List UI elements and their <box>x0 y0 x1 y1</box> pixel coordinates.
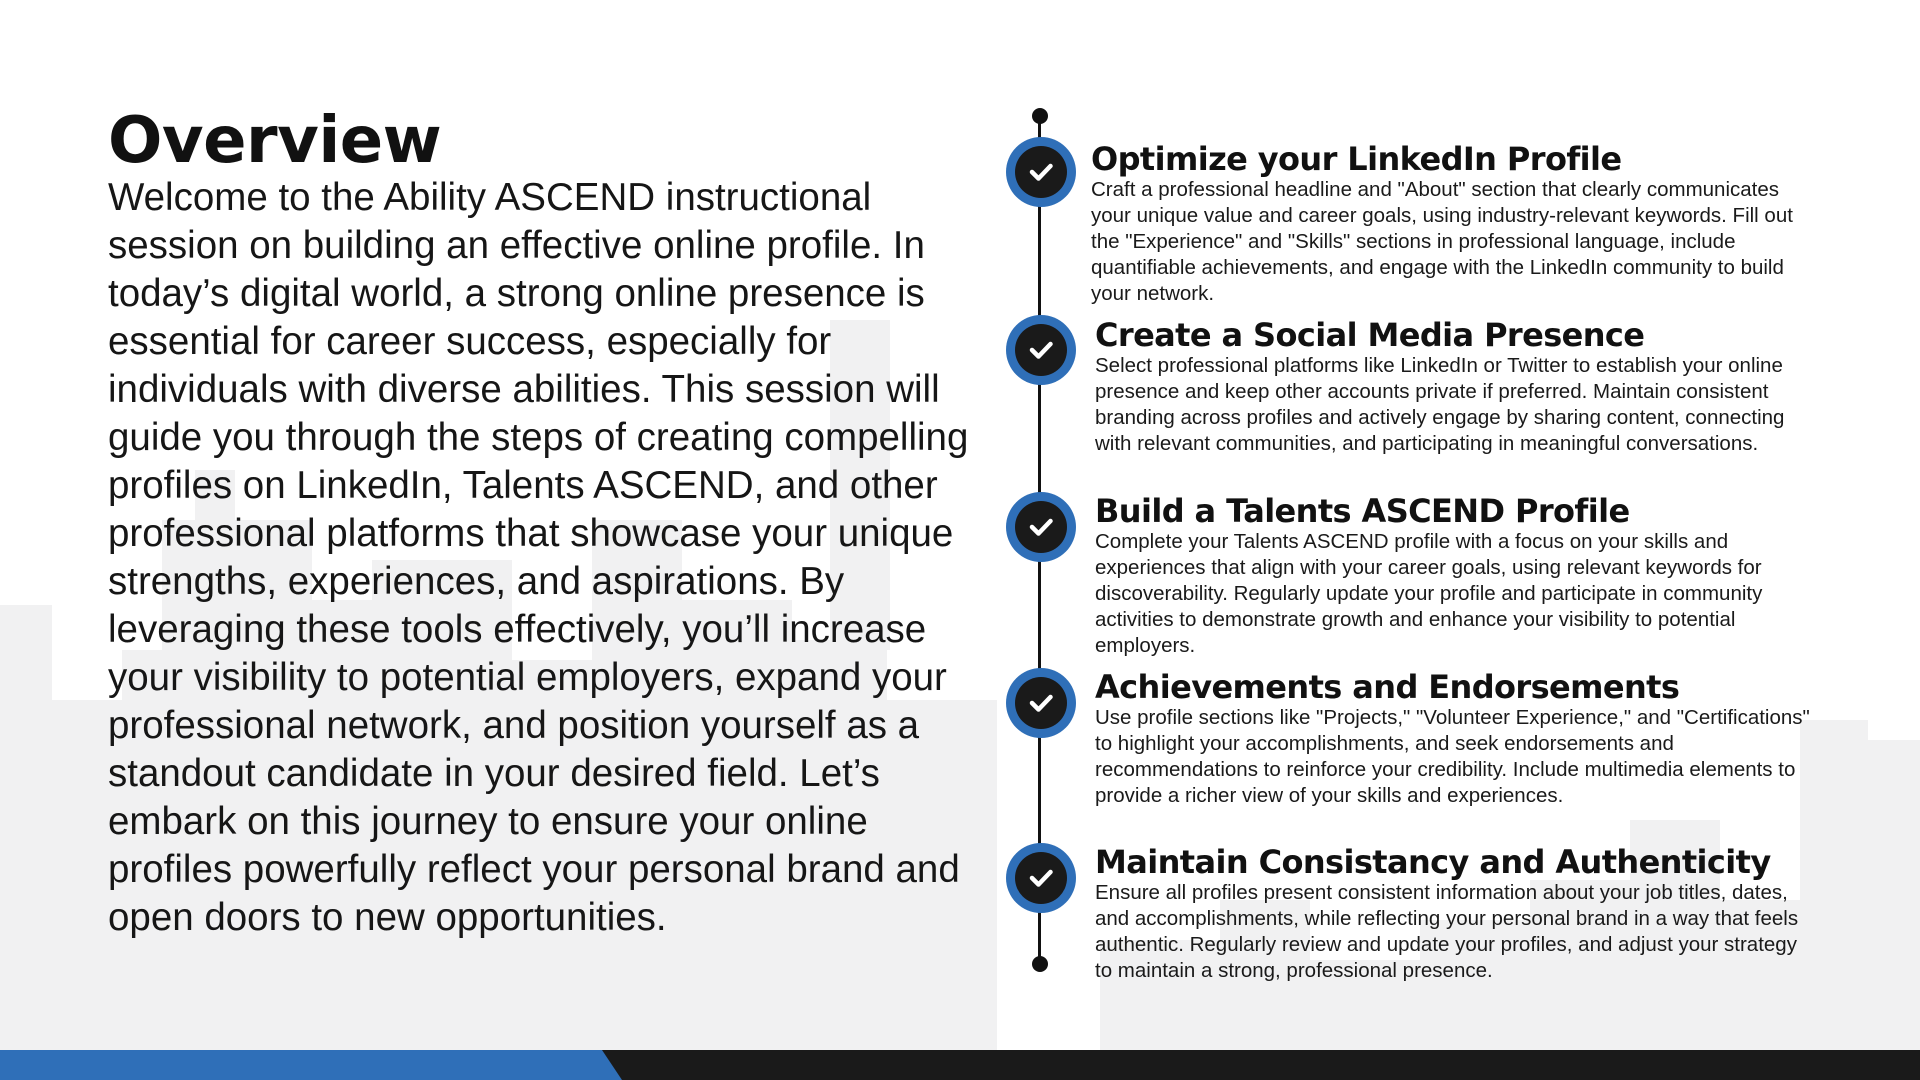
step-linkedin-profile <box>1091 141 1811 307</box>
bottom-accent-bar <box>0 1050 1920 1080</box>
step-body: Complete your Talents ASCEND profile with a focus on your skills and experiences that align with your career goals, using relevant keywords for discoverability. Regularly update your profile and participate in community activities to demonstrate growth and enhance your visibility to potential employers. <box>1095 530 1763 657</box>
step-body: Use profile sections like "Projects," "Volunteer Experience," and "Certifications" to highlight your accomplishments, and seek endorsements and recommendations to reinforce your credibility. Include multimedia elements to provide a richer view of your skills and experiences. <box>1095 706 1810 807</box>
overview-title: Overview <box>108 104 442 178</box>
step-body: Craft a professional headline and "About" section that clearly communicates your unique value and career goals, using industry-relevant keywords. Fill out the "Experience" and "Skills" sections in professional language, include quantifiable achievements, and engage with the LinkedIn community to build your network. <box>1091 178 1793 305</box>
step-body: Ensure all profiles present consistent information about your job titles, dates, and accomplishments, while reflecting your personal brand in a way that feels authentic. Regularly review and update your profiles, and adjust your strategy to maintain a strong, professional presence. <box>1095 881 1799 982</box>
step-title: Optimize your LinkedIn Profile <box>1091 140 1622 178</box>
step-consistency <box>1095 844 1815 984</box>
overview-body: Welcome to the Ability ASCEND instructional session on building an effective online profile. In today’s digital world, a strong online presence is essential for career success, especially for individuals with diverse abilities. This session will guide you through the steps of creating compelling profiles on LinkedIn, Talents ASCEND, and other professional platforms that showcase your unique strengths, experiences, and aspirations. By leveraging these tools effectively, you’ll increase your visibility to potential employers, expand your professional network, and position yourself as a standout candidate in your desired field. Let’s embark on this journey to ensure your online profiles powerfully reflect your personal brand and open doors to new opportunities. <box>108 176 969 939</box>
step-achievements <box>1095 669 1815 809</box>
step-title: Build a Talents ASCEND Profile <box>1095 492 1630 530</box>
step-title: Achievements and Endorsements <box>1095 668 1680 706</box>
step-title: Create a Social Media Presence <box>1095 316 1645 354</box>
step-social-media <box>1095 317 1815 457</box>
overview-section <box>108 104 988 942</box>
step-title: Maintain Consistancy and Authenticity <box>1095 843 1771 881</box>
step-talents-ascend <box>1095 493 1815 659</box>
step-body: Select professional platforms like LinkedIn or Twitter to establish your online presence and keep other accounts private if preferred. Maintain consistent branding across profiles and actively engage by sharing content, connecting with relevant communities, and participating in meaningful conversations. <box>1095 354 1785 455</box>
